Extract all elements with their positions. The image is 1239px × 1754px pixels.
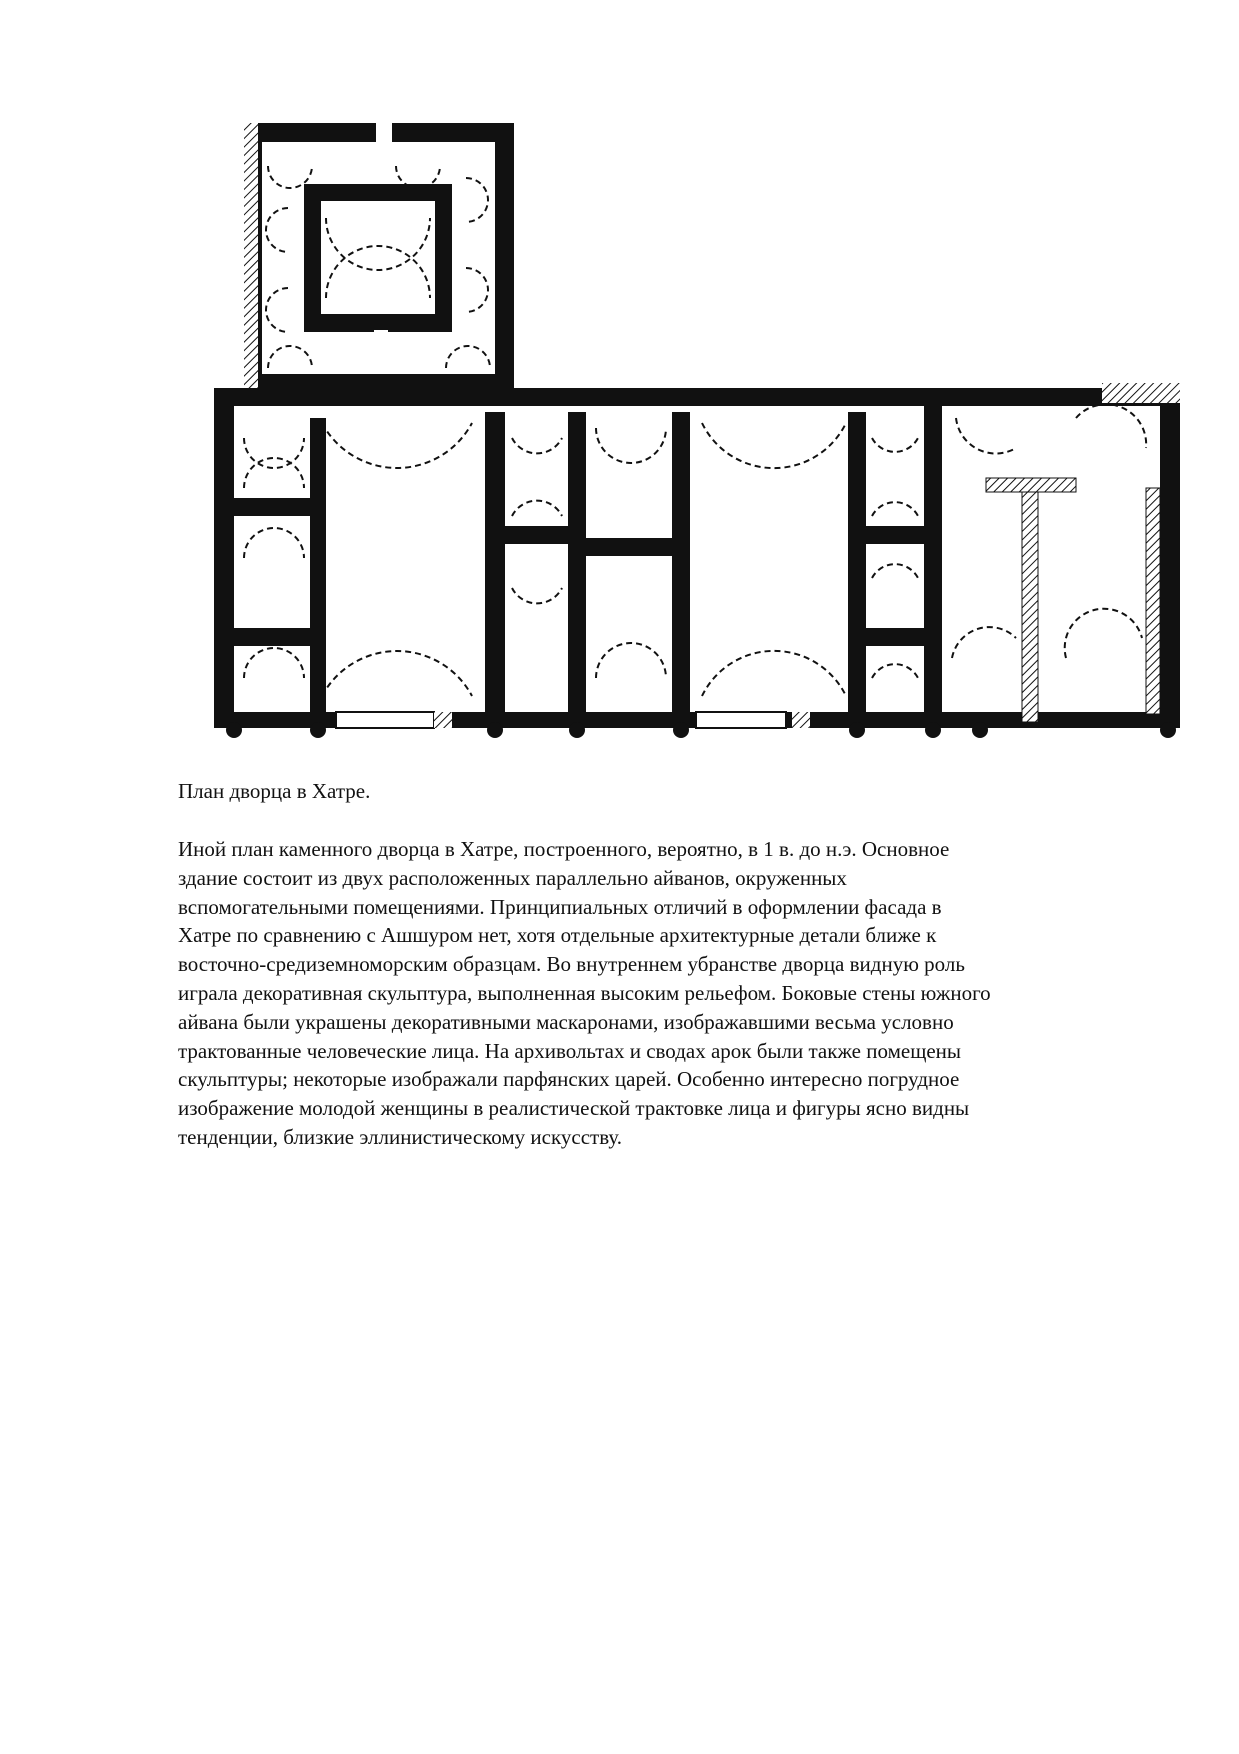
body-paragraph — [178, 835, 1168, 1152]
paragraph-line: Хатре по сравнению с Ашшуром нет, хотя отдельные архитектурные детали ближе к — [178, 923, 937, 948]
main-block — [214, 383, 1180, 738]
paragraph-line: Иной план каменного дворца в Хатре, построенного, вероятно, в 1 в. до н.э. Основное — [178, 837, 950, 861]
paragraph-line: трактованные человеческие лица. На архивольтах и сводах арок были также помещены — [178, 1038, 962, 1063]
figure-caption: План дворца в Хатре. — [178, 779, 371, 803]
paragraph-line: айвана были украшены декоративными маскаронами, изображавшими весьма условно — [178, 1009, 954, 1034]
paragraph-line: изображение молодой женщины в реалистической трактовке лица и фигуры ясно видны — [178, 1096, 970, 1121]
paragraph-line: играла декоративная скульптура, выполненная высоким рельефом. Боковые стены южного — [178, 980, 991, 1005]
paragraph-line: здание состоит из двух расположенных параллельно айванов, окруженных — [178, 865, 847, 890]
paragraph-line: тенденции, близкие эллинистическому искусству. — [178, 1124, 623, 1149]
palace-floor-plan — [196, 118, 1210, 750]
upper-annex — [244, 123, 514, 393]
paragraph-line: скульптуры; некоторые изображали парфянских царей. Особенно интересно погрудное — [178, 1067, 960, 1092]
paragraph-line: вспомогательными помещениями. Принципиальных отличий в оформлении фасада в — [178, 894, 942, 919]
paragraph-line: восточно-средиземноморским образцам. Во внутреннем убранстве дворца видную роль — [178, 952, 965, 977]
